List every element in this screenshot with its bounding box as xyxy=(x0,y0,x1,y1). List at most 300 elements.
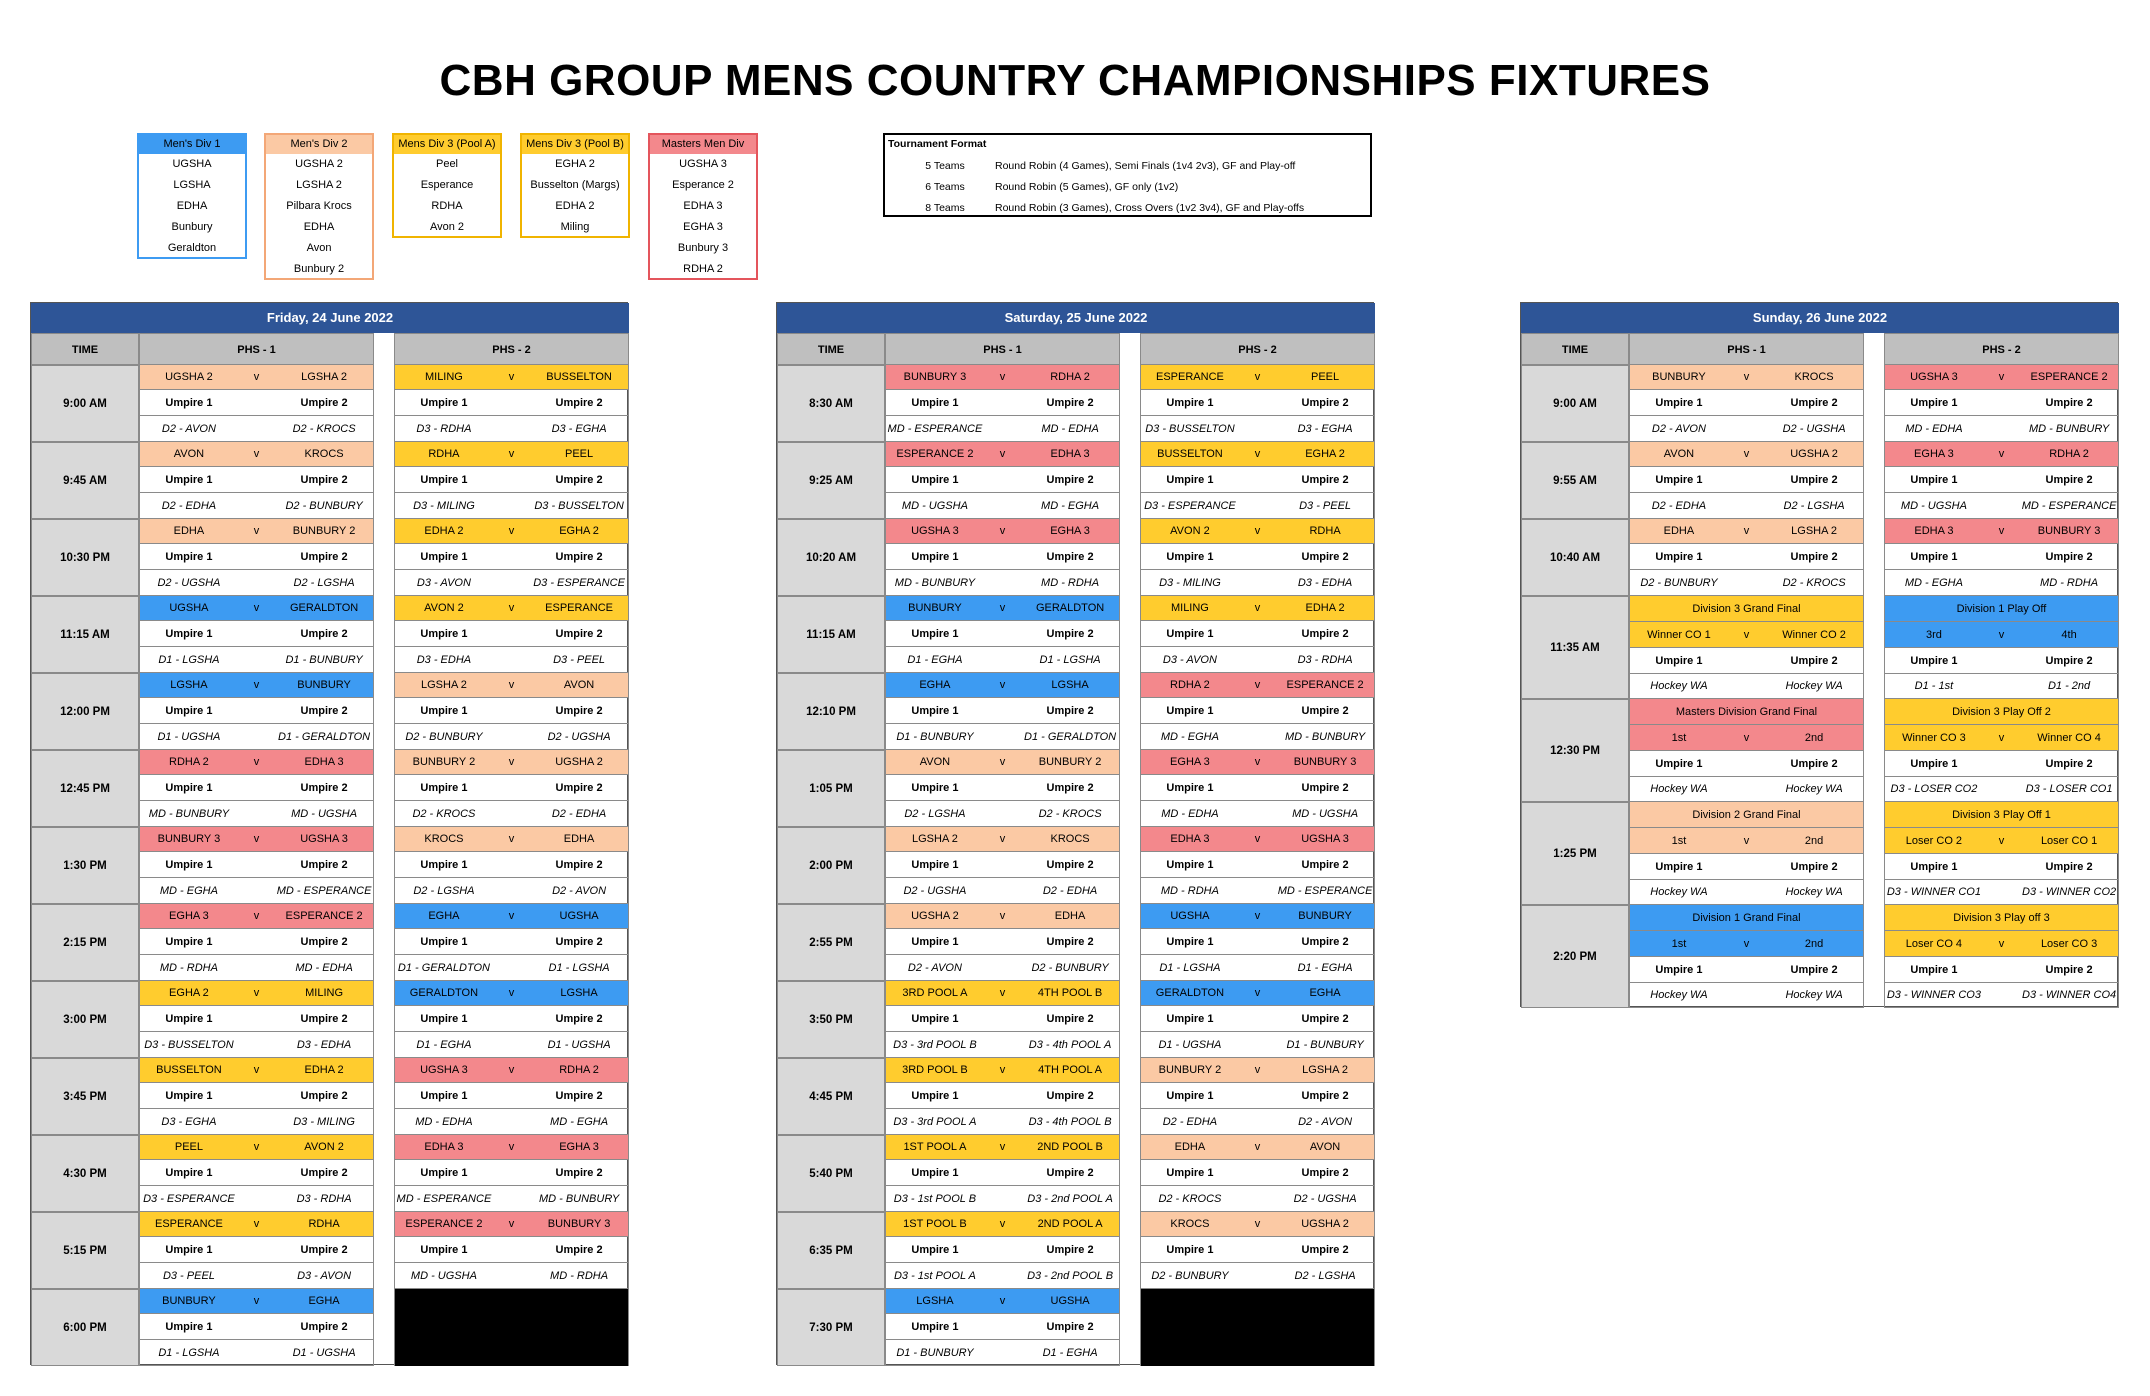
away-team: LGSHA 2 xyxy=(301,371,347,383)
away-team: 2nd xyxy=(1804,938,1824,950)
away-team: RDHA 2 xyxy=(559,1064,599,1076)
versus-label: v xyxy=(508,833,515,845)
umpire-2: Umpire 2 xyxy=(555,628,603,640)
duty-team-2: D2 - AVON xyxy=(1298,1116,1353,1128)
away-team: EDHA xyxy=(563,833,595,845)
match-teams-row xyxy=(886,519,1119,544)
day-table xyxy=(30,302,628,1365)
away-team: EGHA xyxy=(308,1295,340,1307)
time-column-header: TIME xyxy=(1521,333,1629,365)
away-team: Winner CO 4 xyxy=(2037,732,2101,744)
duty-team-1: D2 - BUNBURY xyxy=(1151,1270,1229,1282)
away-team: BUNBURY 2 xyxy=(1038,756,1102,768)
duty-team-1: D1 - BUNBURY xyxy=(896,1347,974,1359)
time-slot: 9:25 AM xyxy=(777,442,885,519)
phs1-match xyxy=(885,1289,1120,1366)
home-team: EDHA xyxy=(1174,1141,1206,1153)
umpires-row xyxy=(886,929,1119,955)
duty-teams-row xyxy=(395,1263,628,1289)
legend-heading: Mens Div 3 (Pool A) xyxy=(394,135,500,154)
match-teams-row xyxy=(140,1289,373,1314)
duty-team-2: D2 - UGSHA xyxy=(1782,423,1846,435)
umpires-row xyxy=(140,390,373,416)
home-team: BUSSELTON xyxy=(156,1064,222,1076)
legend-team: EDHA 3 xyxy=(683,200,723,212)
duty-teams-row xyxy=(886,1263,1119,1289)
phs1-column-header: PHS - 1 xyxy=(1629,333,1864,365)
phs2-match xyxy=(394,1212,629,1289)
match-title xyxy=(1885,699,2118,725)
duty-team-2: D3 - LOSER CO1 xyxy=(2025,783,2113,795)
away-team: BUNBURY xyxy=(1298,910,1352,922)
home-team: 1st xyxy=(1671,835,1687,847)
match-teams-row xyxy=(1141,673,1374,698)
umpire-2: Umpire 2 xyxy=(300,474,348,486)
duty-teams-row xyxy=(140,724,373,750)
home-team: PEEL xyxy=(174,1141,203,1153)
duty-teams-row xyxy=(1630,416,1863,442)
duty-team-1: D2 - EDHA xyxy=(1162,1116,1218,1128)
umpires-row xyxy=(140,1314,373,1340)
match-teams-row xyxy=(1885,365,2118,390)
away-team: GERALDTON xyxy=(289,602,359,614)
match-teams-row xyxy=(395,673,628,698)
versus-label: v xyxy=(508,525,515,537)
duty-team-1: D3 - RDHA xyxy=(416,423,472,435)
umpire-1: Umpire 1 xyxy=(1166,551,1214,563)
umpires-row xyxy=(395,621,628,647)
match-title-text: Division 3 Play Off 2 xyxy=(1952,706,2051,718)
umpires-row xyxy=(140,775,373,801)
duty-team-1: D1 - GERALDTON xyxy=(397,962,490,974)
match-title-text: Division 3 Play off 3 xyxy=(1953,912,2050,924)
duty-teams-row xyxy=(1885,416,2118,442)
away-team: UGSHA xyxy=(1050,1295,1090,1307)
duty-team-1: D2 - KROCS xyxy=(1158,1193,1222,1205)
duty-team-2: D1 - LGSHA xyxy=(1039,654,1101,666)
phs1-match xyxy=(885,673,1120,750)
duty-team-1: D2 - LGSHA xyxy=(904,808,966,820)
time-slot: 12:00 PM xyxy=(31,673,139,750)
match-teams-row xyxy=(886,1058,1119,1083)
match-teams-row xyxy=(1141,1058,1374,1083)
away-team: 4TH POOL A xyxy=(1038,1064,1102,1076)
duty-teams-row xyxy=(886,1340,1119,1366)
umpires-row xyxy=(140,929,373,955)
day-date-header: Saturday, 25 June 2022 xyxy=(777,303,1375,333)
duty-team-2: D2 - BUNBURY xyxy=(285,500,363,512)
umpire-1: Umpire 1 xyxy=(420,628,468,640)
legend-team: LGSHA 2 xyxy=(296,179,342,191)
time-slot: 12:10 PM xyxy=(777,673,885,750)
umpire-1: Umpire 1 xyxy=(420,1167,468,1179)
umpire-1: Umpire 1 xyxy=(911,1321,959,1333)
time-slot: 9:00 AM xyxy=(31,365,139,442)
duty-teams-row xyxy=(395,493,628,519)
duty-team-1: D1 - EGHA xyxy=(907,654,963,666)
umpire-2: Umpire 2 xyxy=(1301,936,1349,948)
versus-label: v xyxy=(1254,1141,1261,1153)
duty-team-1: Hockey WA xyxy=(1650,989,1708,1001)
umpire-1: Umpire 1 xyxy=(165,551,213,563)
duty-team-2: MD - ESPERANCE xyxy=(2021,500,2117,512)
match-teams-row xyxy=(140,519,373,544)
umpire-2: Umpire 2 xyxy=(1046,1321,1094,1333)
home-team: Winner CO 1 xyxy=(1647,629,1711,641)
versus-label: v xyxy=(1998,938,2005,950)
phs2-match xyxy=(1140,981,1375,1058)
umpire-1: Umpire 1 xyxy=(911,1167,959,1179)
match-title xyxy=(1630,699,1863,725)
umpires-row xyxy=(395,390,628,416)
duty-teams-row xyxy=(1630,777,1863,802)
duty-team-2: D2 - BUNBURY xyxy=(1031,962,1109,974)
home-team: EDHA 3 xyxy=(1914,525,1954,537)
legend-team: RDHA xyxy=(431,200,463,212)
umpire-2: Umpire 2 xyxy=(1046,474,1094,486)
home-team: Loser CO 2 xyxy=(1905,835,1963,847)
phs2-match xyxy=(1884,905,2119,1008)
versus-label: v xyxy=(999,987,1006,999)
duty-team-1: Hockey WA xyxy=(1650,680,1708,692)
legend-team: EGHA 2 xyxy=(555,158,595,170)
home-team: BUNBURY 3 xyxy=(157,833,221,845)
match-teams-row xyxy=(1630,828,1863,854)
match-teams-row xyxy=(140,1135,373,1160)
match-teams-row xyxy=(140,1212,373,1237)
umpire-2: Umpire 2 xyxy=(300,705,348,717)
away-team: ESPERANCE 2 xyxy=(2030,371,2108,383)
umpire-2: Umpire 2 xyxy=(2045,964,2093,976)
match-title xyxy=(1630,596,1863,622)
legend-team: Bunbury 2 xyxy=(293,263,345,275)
format-teams: 8 Teams xyxy=(925,202,965,214)
format-description: Round Robin (3 Games), Cross Overs (1v2 3v4), GF and Play-offs xyxy=(995,202,1305,214)
duty-team-1: MD - EDHA xyxy=(415,1116,473,1128)
umpire-2: Umpire 2 xyxy=(1301,859,1349,871)
duty-teams-row xyxy=(1630,880,1863,905)
umpire-2: Umpire 2 xyxy=(2045,474,2093,486)
phs2-column-header: PHS - 2 xyxy=(394,333,629,365)
phs2-match xyxy=(1140,1212,1375,1289)
home-team: 3RD POOL B xyxy=(902,1064,968,1076)
phs1-match xyxy=(1629,699,1864,802)
legend-team: Busselton (Margs) xyxy=(530,179,620,191)
versus-label: v xyxy=(508,448,515,460)
legend-box xyxy=(392,133,502,238)
phs1-match xyxy=(885,442,1120,519)
duty-team-1: D3 - AVON xyxy=(1162,654,1217,666)
duty-team-2: D3 - EDHA xyxy=(296,1039,352,1051)
phs2-match xyxy=(1884,596,2119,699)
versus-label: v xyxy=(1254,833,1261,845)
umpire-2: Umpire 2 xyxy=(1046,1244,1094,1256)
away-team: LGSHA 2 xyxy=(1302,1064,1348,1076)
umpires-row xyxy=(1630,390,1863,416)
duty-team-1: D3 - EGHA xyxy=(161,1116,217,1128)
versus-label: v xyxy=(253,602,260,614)
home-team: LGSHA 2 xyxy=(421,679,467,691)
duty-team-2: D1 - GERALDTON xyxy=(1024,731,1117,743)
umpire-1: Umpire 1 xyxy=(1166,628,1214,640)
duty-team-2: D3 - 2nd POOL B xyxy=(1027,1270,1114,1282)
duty-team-2: D1 - GERALDTON xyxy=(278,731,371,743)
duty-team-1: D1 - UGSHA xyxy=(1158,1039,1222,1051)
umpires-row xyxy=(1630,544,1863,570)
away-team: KROCS xyxy=(1050,833,1090,845)
umpires-row xyxy=(886,1314,1119,1340)
versus-label: v xyxy=(999,1295,1006,1307)
umpire-1: Umpire 1 xyxy=(911,705,959,717)
duty-team-2: D3 - EDHA xyxy=(1297,577,1353,589)
home-team: UGSHA 3 xyxy=(1910,371,1958,383)
home-team: Loser CO 4 xyxy=(1905,938,1963,950)
duty-teams-row xyxy=(886,1109,1119,1135)
time-slot: 2:20 PM xyxy=(1521,905,1629,1008)
legend-team: Peel xyxy=(435,158,459,170)
duty-team-1: MD - EDHA xyxy=(1905,423,1963,435)
versus-label: v xyxy=(999,448,1006,460)
umpires-row xyxy=(1630,957,1863,983)
match-teams-row xyxy=(886,1135,1119,1160)
away-team: UGSHA 3 xyxy=(300,833,348,845)
versus-label: v xyxy=(253,1141,260,1153)
home-team: BUNBURY 2 xyxy=(1158,1064,1222,1076)
match-teams-row xyxy=(1141,1212,1374,1237)
home-team: EGHA 3 xyxy=(1914,448,1954,460)
umpires-row xyxy=(886,1160,1119,1186)
duty-teams-row xyxy=(140,570,373,596)
legend-team: Esperance 2 xyxy=(672,179,734,191)
duty-team-2: MD - EGHA xyxy=(550,1116,609,1128)
duty-team-1: D3 - EDHA xyxy=(416,654,472,666)
umpire-1: Umpire 1 xyxy=(165,1167,213,1179)
legend-team: UGSHA xyxy=(172,158,212,170)
duty-teams-row xyxy=(886,955,1119,981)
legend-box xyxy=(264,133,374,280)
umpire-1: Umpire 1 xyxy=(165,859,213,871)
match-teams-row xyxy=(395,981,628,1006)
legend-team: EGHA 3 xyxy=(683,221,723,233)
time-column-header: TIME xyxy=(777,333,885,365)
away-team: EGHA xyxy=(1309,987,1341,999)
away-team: ESPERANCE xyxy=(545,602,613,614)
duty-team-2: D2 - KROCS xyxy=(1782,577,1846,589)
match-teams-row xyxy=(140,827,373,852)
duty-teams-row xyxy=(886,724,1119,750)
umpire-1: Umpire 1 xyxy=(420,1244,468,1256)
phs2-column-header: PHS - 2 xyxy=(1884,333,2119,365)
umpires-row xyxy=(886,852,1119,878)
legend-team: EDHA xyxy=(176,200,208,212)
match-teams-row xyxy=(1141,827,1374,852)
home-team: BUNBURY 2 xyxy=(412,756,476,768)
duty-teams-row xyxy=(1141,1032,1374,1058)
versus-label: v xyxy=(508,1141,515,1153)
duty-teams-row xyxy=(140,1032,373,1058)
away-team: BUNBURY 3 xyxy=(547,1218,611,1230)
match-teams-row xyxy=(1141,1135,1374,1160)
legend-box xyxy=(648,133,758,280)
duty-team-2: D3 - WINNER CO4 xyxy=(2022,989,2117,1001)
umpire-1: Umpire 1 xyxy=(165,1090,213,1102)
duty-team-2: MD - EDHA xyxy=(295,962,353,974)
versus-label: v xyxy=(253,833,260,845)
home-team: RDHA xyxy=(428,448,460,460)
umpire-1: Umpire 1 xyxy=(1166,936,1214,948)
umpire-1: Umpire 1 xyxy=(420,551,468,563)
away-team: MILING xyxy=(305,987,344,999)
umpire-2: Umpire 2 xyxy=(1301,1244,1349,1256)
phs1-match xyxy=(885,1212,1120,1289)
duty-team-1: D3 - ESPERANCE xyxy=(1144,500,1236,512)
home-team: 1st xyxy=(1671,938,1687,950)
umpire-2: Umpire 2 xyxy=(1790,551,1838,563)
duty-teams-row xyxy=(395,955,628,981)
duty-team-1: D2 - AVON xyxy=(1651,423,1706,435)
duty-teams-row xyxy=(886,416,1119,442)
empty-slot xyxy=(1140,1289,1375,1366)
versus-label: v xyxy=(1998,629,2005,641)
away-team: BUNBURY 3 xyxy=(2037,525,2101,537)
match-teams-row xyxy=(395,1135,628,1160)
match-teams-row xyxy=(886,904,1119,929)
umpires-row xyxy=(395,698,628,724)
versus-label: v xyxy=(1743,629,1750,641)
umpire-2: Umpire 2 xyxy=(1301,705,1349,717)
time-slot: 2:00 PM xyxy=(777,827,885,904)
match-teams-row xyxy=(1885,725,2118,751)
match-teams-row xyxy=(1630,622,1863,648)
duty-team-1: MD - EGHA xyxy=(1904,577,1963,589)
away-team: 2nd xyxy=(1804,835,1824,847)
home-team: LGSHA 2 xyxy=(912,833,958,845)
duty-team-2: D1 - BUNBURY xyxy=(1286,1039,1364,1051)
umpire-1: Umpire 1 xyxy=(911,1013,959,1025)
umpires-row xyxy=(395,1083,628,1109)
match-title-text: Masters Division Grand Final xyxy=(1675,706,1818,718)
umpires-row xyxy=(395,775,628,801)
duty-teams-row xyxy=(886,570,1119,596)
match-teams-row xyxy=(140,673,373,698)
umpire-2: Umpire 2 xyxy=(555,474,603,486)
umpire-2: Umpire 2 xyxy=(555,1013,603,1025)
phs1-match xyxy=(1629,519,1864,596)
duty-team-1: D3 - 1st POOL B xyxy=(893,1193,977,1205)
duty-team-2: D3 - EGHA xyxy=(1297,423,1353,435)
umpire-2: Umpire 2 xyxy=(300,1013,348,1025)
duty-teams-row xyxy=(140,878,373,904)
legend-team: Geraldton xyxy=(167,242,217,254)
umpires-row xyxy=(1141,1006,1374,1032)
match-teams-row xyxy=(395,827,628,852)
versus-label: v xyxy=(1743,732,1750,744)
duty-team-2: MD - UGSHA xyxy=(1292,808,1359,820)
umpire-1: Umpire 1 xyxy=(1655,474,1703,486)
time-slot: 11:15 AM xyxy=(777,596,885,673)
duty-teams-row xyxy=(1141,416,1374,442)
versus-label: v xyxy=(999,371,1006,383)
duty-team-2: D2 - UGSHA xyxy=(1293,1193,1357,1205)
duty-team-1: D3 - PEEL xyxy=(162,1270,215,1282)
phs2-match xyxy=(1140,673,1375,750)
duty-team-2: D3 - 2nd POOL A xyxy=(1027,1193,1113,1205)
time-slot: 6:00 PM xyxy=(31,1289,139,1366)
match-teams-row xyxy=(886,981,1119,1006)
away-team: Loser CO 1 xyxy=(2040,835,2098,847)
umpire-1: Umpire 1 xyxy=(911,936,959,948)
umpire-1: Umpire 1 xyxy=(165,397,213,409)
umpire-1: Umpire 1 xyxy=(911,474,959,486)
format-teams: 6 Teams xyxy=(925,181,965,193)
umpire-1: Umpire 1 xyxy=(420,397,468,409)
match-teams-row xyxy=(140,904,373,929)
format-teams: 5 Teams xyxy=(925,160,965,172)
time-slot: 10:20 AM xyxy=(777,519,885,596)
duty-team-1: MD - BUNBURY xyxy=(894,577,976,589)
duty-team-1: MD - BUNBURY xyxy=(148,808,230,820)
duty-team-1: D1 - LGSHA xyxy=(158,654,220,666)
phs1-match xyxy=(885,1058,1120,1135)
versus-label: v xyxy=(1743,525,1750,537)
umpire-1: Umpire 1 xyxy=(1910,861,1958,873)
format-row xyxy=(885,199,1370,217)
phs1-match xyxy=(139,981,374,1058)
umpire-1: Umpire 1 xyxy=(1655,655,1703,667)
umpire-1: Umpire 1 xyxy=(420,1090,468,1102)
umpires-row xyxy=(1141,1237,1374,1263)
duty-team-2: D2 - KROCS xyxy=(292,423,356,435)
umpire-2: Umpire 2 xyxy=(1046,859,1094,871)
versus-label: v xyxy=(253,448,260,460)
phs1-match xyxy=(139,673,374,750)
umpires-row xyxy=(140,1160,373,1186)
duty-teams-row xyxy=(1141,724,1374,750)
away-team: BUNBURY 2 xyxy=(292,525,356,537)
phs2-match xyxy=(1140,596,1375,673)
umpires-row xyxy=(1885,957,2118,983)
away-team: ESPERANCE 2 xyxy=(1286,679,1364,691)
away-team: EDHA 2 xyxy=(304,1064,344,1076)
home-team: AVON xyxy=(1663,448,1695,460)
time-slot: 1:25 PM xyxy=(1521,802,1629,905)
home-team: GERALDTON xyxy=(409,987,479,999)
phs1-match xyxy=(885,1135,1120,1212)
umpire-2: Umpire 2 xyxy=(1046,551,1094,563)
home-team: MILING xyxy=(424,371,463,383)
phs2-match xyxy=(394,673,629,750)
umpires-row xyxy=(395,544,628,570)
umpires-row xyxy=(1630,854,1863,880)
away-team: PEEL xyxy=(1311,371,1340,383)
time-slot: 2:55 PM xyxy=(777,904,885,981)
umpires-row xyxy=(886,775,1119,801)
home-team: AVON 2 xyxy=(1170,525,1210,537)
duty-team-1: Hockey WA xyxy=(1650,886,1708,898)
umpire-1: Umpire 1 xyxy=(1910,397,1958,409)
umpire-1: Umpire 1 xyxy=(165,628,213,640)
duty-team-2: Hockey WA xyxy=(1785,680,1843,692)
match-teams-row xyxy=(1141,442,1374,467)
match-title xyxy=(1885,905,2118,931)
home-team: AVON xyxy=(173,448,205,460)
duty-team-2: Hockey WA xyxy=(1785,886,1843,898)
duty-teams-row xyxy=(1630,983,1863,1008)
duty-team-2: D3 - EGHA xyxy=(551,423,607,435)
umpire-2: Umpire 2 xyxy=(1790,655,1838,667)
umpires-row xyxy=(1141,467,1374,493)
away-team: RDHA 2 xyxy=(2049,448,2089,460)
